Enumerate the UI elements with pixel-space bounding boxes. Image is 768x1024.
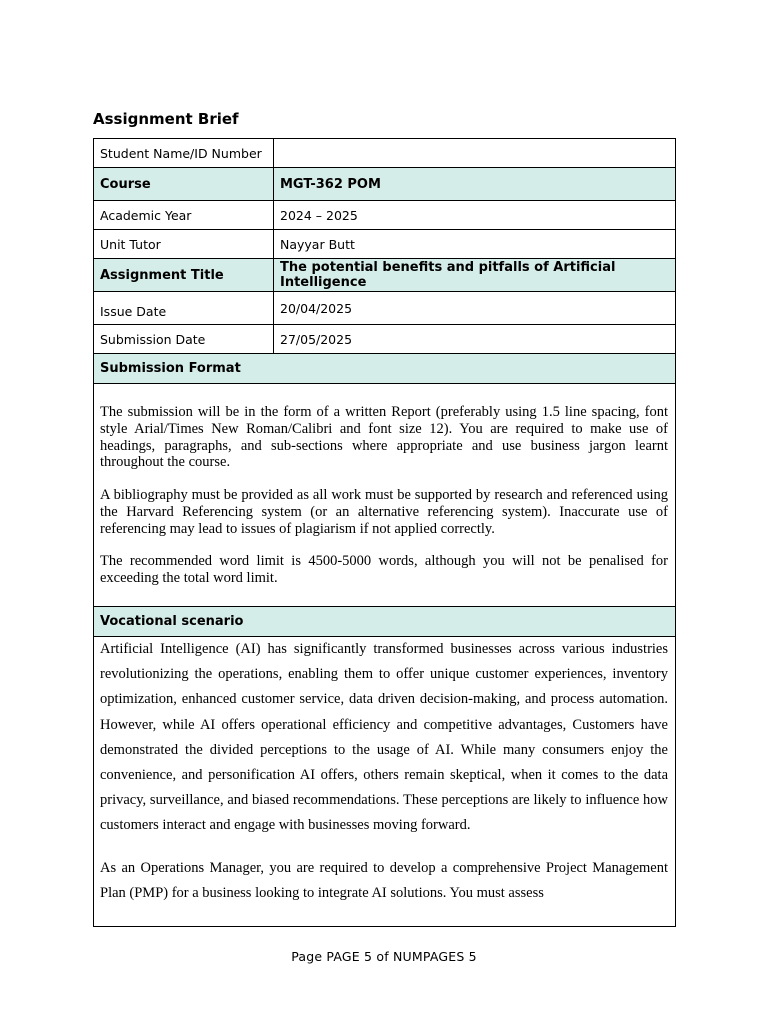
student-row	[94, 139, 676, 168]
assignment-title-row	[94, 259, 676, 292]
scenario-paragraph: Artificial Intelligence (AI) has significantly transformed businesses across various industries revolutionizing the operations, enabling them to offer unique customer experiences, inventory optimization, enhanced customer service, data driven decision-making, and process automation. However, while AI offers operational efficiency and competitive advantages, Customers have demonstrated the divided perceptions to the usage of AI. While many consumers enjoy the convenience, and personification AI offers, others remain skeptical, when it comes to the data privacy, surveillance, and biased recommendations. These perceptions are likely to influence how customers interact and engage with businesses moving forward.	[100, 641, 668, 834]
course-value: MGT-362 POM	[274, 168, 676, 201]
course-label: Course	[94, 168, 274, 201]
submission-date-row	[94, 325, 676, 354]
submission-format-heading: Submission Format	[94, 354, 676, 384]
vocational-scenario-body	[100, 637, 669, 926]
submission-date-label: Submission Date	[94, 325, 274, 354]
page-footer: Page PAGE 5 of NUMPAGES 5	[291, 949, 477, 964]
assignment-title-value: The potential benefits and pitfalls of Artificial Intelligence	[274, 259, 676, 292]
assignment-brief-heading: Assignment Brief	[93, 110, 239, 128]
submission-format-cell	[94, 384, 676, 607]
submission-format-header-row	[94, 354, 676, 384]
student-label: Student Name/ID Number	[94, 139, 274, 168]
format-paragraph: The submission will be in the form of a written Report (preferably using 1.5 line spacing, font style Arial/Times New Roman/Calibri and font size 12). You are required to make use of headings, paragraphs, and sub-sections where appropriate and use business jargon learnt throughout the course.	[100, 404, 668, 471]
vocational-scenario-body-row	[94, 637, 676, 927]
academic-year-value: 2024 – 2025	[274, 201, 676, 230]
assignment-brief-table	[93, 138, 676, 927]
unit-tutor-value: Nayyar Butt	[274, 230, 676, 259]
submission-format-body-row	[94, 384, 676, 607]
vocational-scenario-cell	[94, 637, 676, 927]
issue-date-label: Issue Date	[94, 292, 274, 325]
assignment-title-label: Assignment Title	[94, 259, 274, 292]
scenario-paragraph: As an Operations Manager, you are required to develop a comprehensive Project Management Plan (PMP) for a business looking to integrate AI solutions. You must assess	[100, 859, 668, 901]
vocational-scenario-header-row	[94, 607, 676, 637]
submission-format-body	[100, 387, 669, 586]
unit-tutor-row	[94, 230, 676, 259]
academic-year-label: Academic Year	[94, 201, 274, 230]
format-paragraph: The recommended word limit is 4500-5000 words, although you will not be penalised for exceeding the total word limit.	[100, 553, 668, 586]
course-row	[94, 168, 676, 201]
submission-date-value: 27/05/2025	[274, 325, 676, 354]
academic-year-row	[94, 201, 676, 230]
format-paragraph: A bibliography must be provided as all work must be supported by research and referenced using the Harvard Referencing system (or an alternative referencing system). Inaccurate use of referencing may lead to issues of plagiarism if not applied correctly.	[100, 487, 668, 537]
issue-date-value: 20/04/2025	[274, 292, 676, 325]
unit-tutor-label: Unit Tutor	[94, 230, 274, 259]
issue-date-row	[94, 292, 676, 325]
student-value	[274, 139, 676, 168]
vocational-scenario-heading: Vocational scenario	[94, 607, 676, 637]
